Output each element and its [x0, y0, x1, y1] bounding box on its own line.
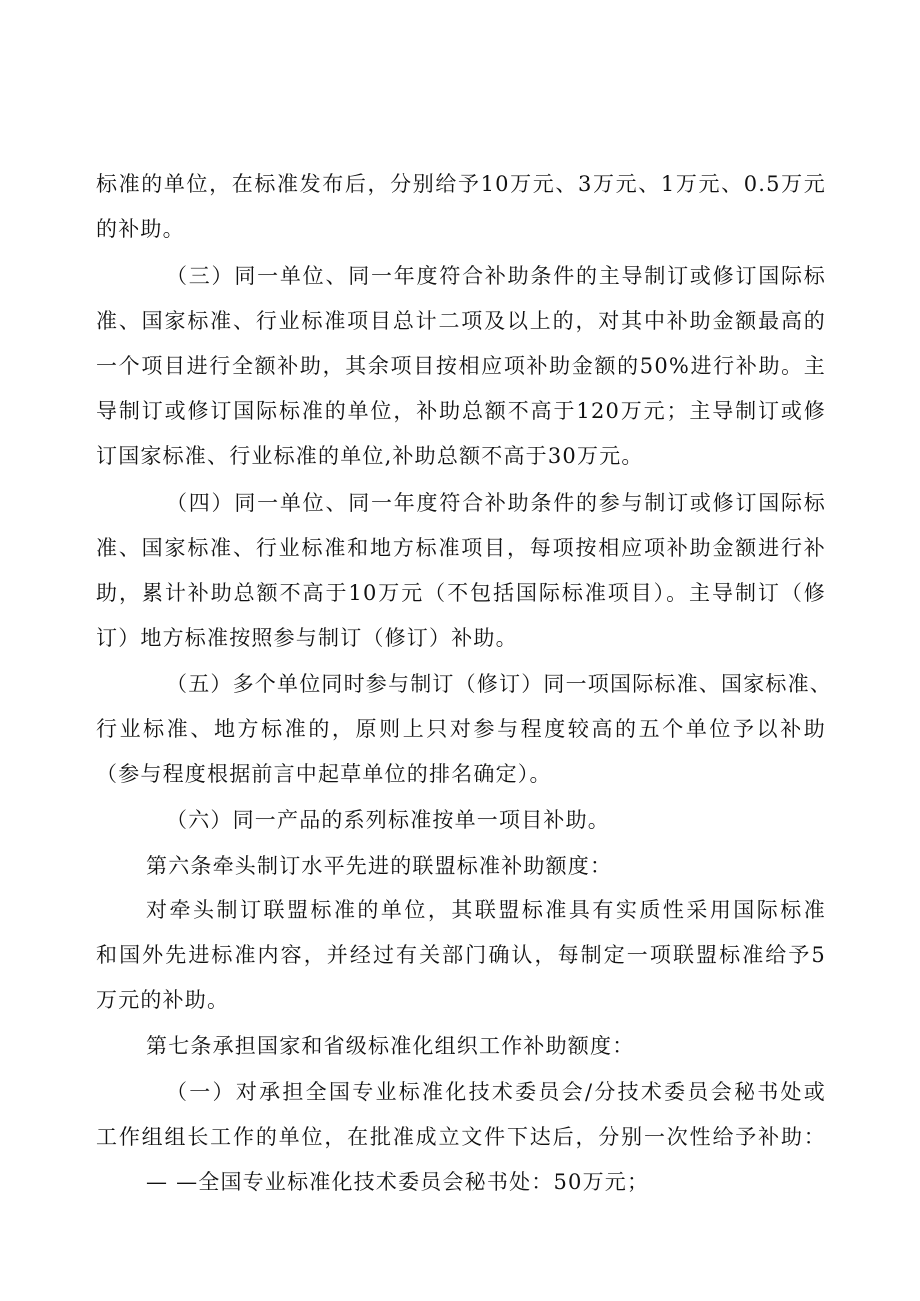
text-line: 一个项目进行全额补助，其余项目按相应项补助金额的50%进行补助。主: [96, 354, 826, 378]
section-heading: 第六条牵头制订水平先进的联盟标准补助额度：: [146, 854, 613, 878]
text-line: 准、国家标准、行业标准项目总计二项及以上的，对其中补助金额最高的: [96, 309, 826, 333]
text-line: 准、国家标准、行业标准和地方标准项目，每项按相应项补助金额进行补: [96, 536, 826, 560]
text-line: （一）对承担全国专业标准化技术委员会/分技术委员会秘书处或: [166, 1080, 826, 1104]
text-line: （五）多个单位同时参与制订（修订）同一项国际标准、国家标准、: [166, 672, 832, 696]
text-line: （三）同一单位、同一年度符合补助条件的主导制订或修订国际标: [166, 264, 826, 288]
text-line: 的补助。: [96, 217, 185, 241]
text-line: 工作组组长工作的单位，在批准成立文件下达后，分别一次性给予补助：: [96, 1125, 826, 1149]
text-line: 导制订或修订国际标准的单位，补助总额不高于120万元；主导制订或修: [96, 399, 826, 423]
text-line: 订）地方标准按照参与制订（修订）补助。: [96, 626, 518, 650]
text-line: 对牵头制订联盟标准的单位，其联盟标准具有实质性采用国际标准: [146, 898, 826, 922]
text-line: 和国外先进标准内容，并经过有关部门确认，每制定一项联盟标准给予5: [96, 943, 826, 967]
text-line: （六）同一产品的系列标准按单一项目补助。: [166, 808, 610, 832]
text-line: 订国家标准、行业标准的单位,补助总额不高于30万元。: [96, 444, 644, 468]
text-line: 行业标准、地方标准的，原则上只对参与程度较高的五个单位予以补助: [96, 717, 826, 741]
text-line: — —全国专业标准化技术委员会秘书处：50万元；: [146, 1170, 650, 1194]
text-line: 标准的单位，在标准发布后，分别给予10万元、3万元、1万元、0.5万元: [96, 172, 826, 196]
text-line: 助，累计补助总额不高于10万元（不包括国际标准项目）。主导制订（修: [96, 581, 826, 605]
text-line: （参与程度根据前言中起草单位的排名确定）。: [96, 762, 552, 786]
text-line: 万元的补助。: [96, 988, 230, 1012]
section-heading: 第七条承担国家和省级标准化组织工作补助额度：: [146, 1034, 635, 1058]
text-line: （四）同一单位、同一年度符合补助条件的参与制订或修订国际标: [166, 491, 826, 515]
